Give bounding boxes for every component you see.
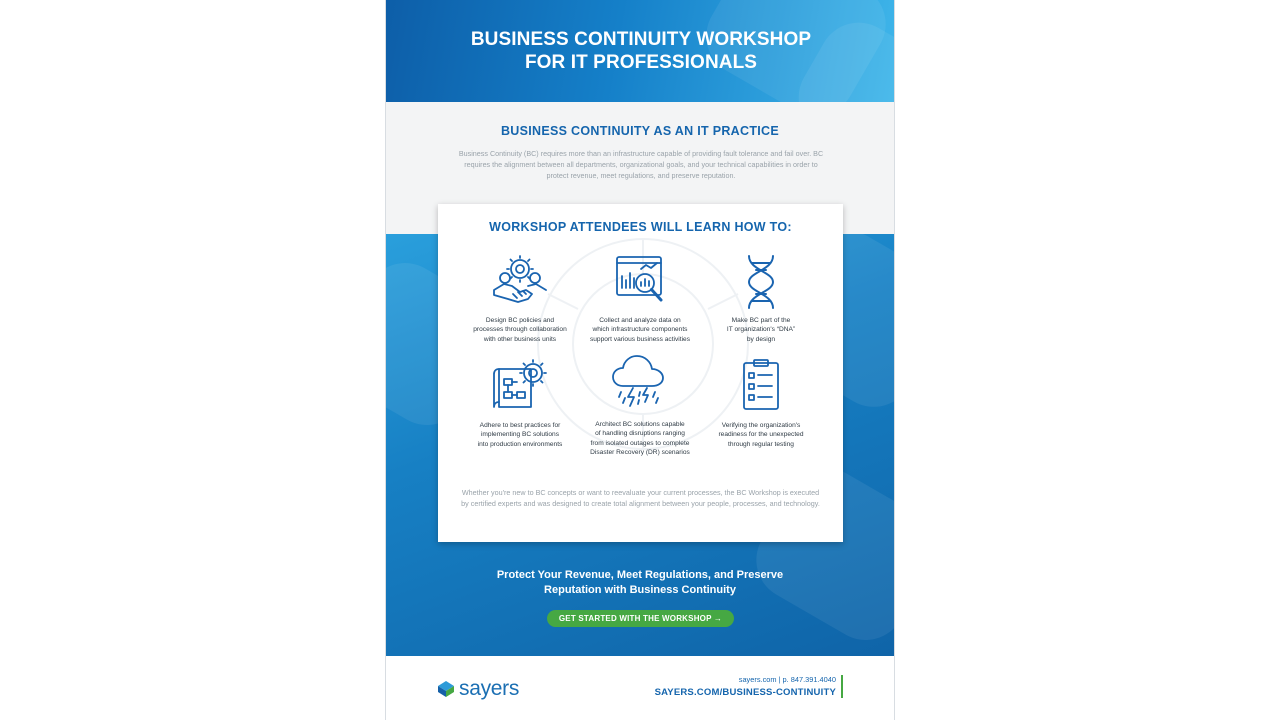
learning-card — [438, 204, 843, 542]
feature-item — [455, 359, 585, 449]
feature-item — [696, 254, 826, 344]
feature-caption — [696, 421, 826, 449]
page-title — [386, 28, 895, 74]
feature-item — [455, 254, 585, 344]
caption-line: through regular testing — [728, 440, 794, 448]
feature-caption — [575, 420, 705, 457]
contact-info — [655, 675, 836, 698]
caption-line: processes through collaboration — [473, 326, 567, 334]
contact-line[interactable]: sayers.com | p. 847.391.4040 — [738, 675, 836, 684]
card-heading: WORKSHOP ATTENDEES WILL LEARN HOW TO: — [489, 220, 792, 234]
caption-line: support various business activities — [589, 335, 691, 343]
caption-line: from isolated outages to complete — [590, 439, 690, 447]
checklist-icon — [732, 359, 790, 415]
caption-line: by design — [746, 335, 776, 343]
cta-heading-line-1: Protect Your Revenue, Meet Regulations, and Preserve — [496, 569, 784, 581]
caption-line: Architect BC solutions capable — [595, 421, 685, 428]
caption-line: implementing BC solutions — [480, 431, 560, 439]
sayers-logo[interactable] — [436, 676, 519, 702]
feature-caption — [455, 316, 585, 344]
feature-caption — [455, 421, 585, 449]
sayers-logo-icon — [436, 679, 456, 699]
footer — [386, 656, 895, 720]
get-started-button[interactable]: GET STARTED WITH THE WORKSHOP → — [547, 610, 734, 627]
caption-line: Make BC part of the — [731, 317, 791, 324]
handshake-gears-icon — [491, 254, 549, 310]
accent-divider — [841, 675, 843, 698]
caption-line: of handling disruptions ranging — [595, 430, 685, 438]
feature-item — [575, 354, 705, 457]
storm-cloud-icon — [609, 354, 671, 414]
feature-caption — [696, 316, 826, 344]
caption-line: Verifying the organization's — [721, 422, 801, 429]
caption-line: Design BC policies and — [485, 317, 555, 324]
intro-body: Business Continuity (BC) requires more than an infrastructure capable of providing fault tolerance and fail over. BC requires the alignment between all departments, organizational goals, and your technical capabilities in order to protect revenue, meet regulations, and preserve reputation. — [458, 149, 824, 180]
feature-caption — [575, 316, 705, 344]
card-footer-text: Whether you're new to BC concepts or want to reevaluate your current processes, the BC Workshop is executed by certified experts and was designed to create total alignment between your people, processes, and technology. — [461, 488, 820, 508]
title-line-1: BUSINESS CONTINUITY WORKSHOP — [470, 29, 812, 50]
data-analysis-icon — [611, 254, 669, 310]
logo-text: sayers — [459, 677, 520, 700]
cta-heading-line-2: Reputation with Business Continuity — [544, 584, 736, 596]
cta-heading — [386, 568, 894, 598]
caption-line: which infrastructure components — [592, 326, 688, 334]
website-link[interactable]: SAYERS.COM/BUSINESS-CONTINUITY — [654, 687, 836, 698]
caption-line: Adhere to best practices for — [479, 422, 561, 429]
caption-line: into production environments — [477, 440, 563, 448]
caption-line: readiness for the unexpected — [718, 431, 804, 439]
feature-item — [575, 254, 705, 344]
flyer-page — [385, 0, 895, 720]
caption-line: Collect and analyze data on — [599, 317, 681, 324]
dna-icon — [732, 254, 790, 310]
blueprint-gear-icon — [491, 359, 549, 415]
feature-item — [696, 359, 826, 449]
title-line-2: FOR IT PROFESSIONALS — [524, 52, 758, 73]
caption-line: with other business units — [483, 335, 557, 343]
caption-line: Disaster Recovery (DR) scenarios — [590, 448, 690, 456]
intro-heading: BUSINESS CONTINUITY AS AN IT PRACTICE — [500, 124, 780, 138]
header-banner — [386, 0, 895, 102]
caption-line: IT organization's “DNA” — [726, 326, 796, 334]
